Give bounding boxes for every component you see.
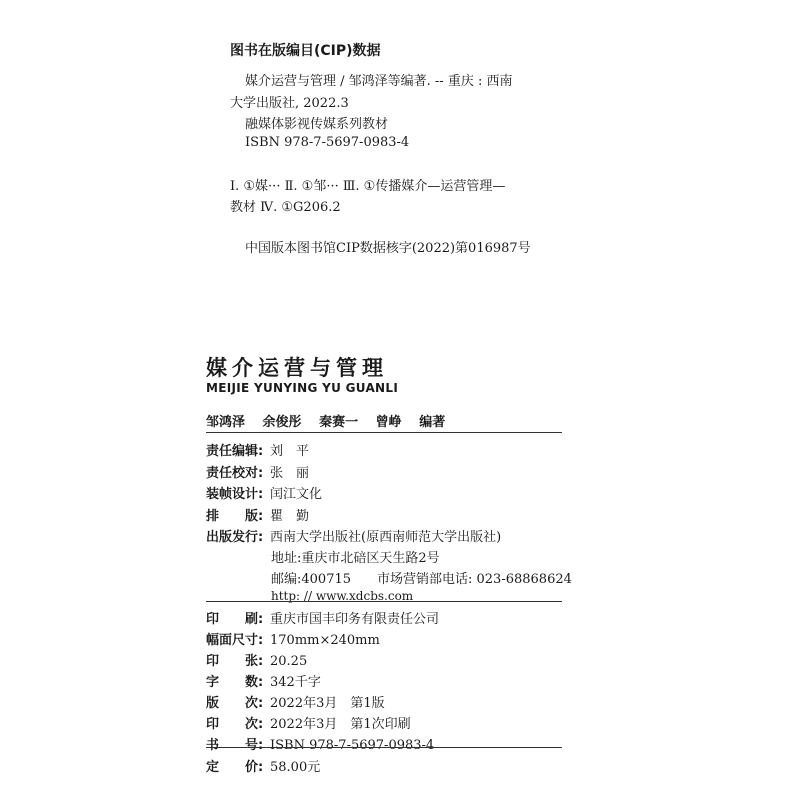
colophon-row-proofreader <box>206 462 309 481</box>
author-line <box>206 411 458 430</box>
row-value: 342千字 <box>270 675 321 690</box>
row-value: 重庆市国丰印务有限责任公司 <box>270 612 440 627</box>
row-value: ISBN 978-7-5697-0983-4 <box>270 738 435 753</box>
colophon-row-isbn <box>206 734 434 753</box>
cip-title-line: 媒介运营与管理 / 邹鸿泽等编著. -- 重庆 : 西南 <box>245 74 513 89</box>
row-label: 印 张: <box>206 654 264 669</box>
publisher-address: 地址:重庆市北碚区天生路2号 <box>271 551 440 566</box>
cip-record-number: 中国版本图书馆CIP数据核字(2022)第016987号 <box>245 241 531 256</box>
row-label: 排 版: <box>206 509 264 524</box>
author-name: 余俊彤 <box>262 415 302 430</box>
author-name: 邹鸿泽 <box>206 415 246 430</box>
author-name: 曾峥 <box>375 415 402 430</box>
row-label: 责任编辑: <box>206 444 264 459</box>
colophon-row-typeset <box>206 505 309 524</box>
divider-bottom <box>206 747 562 748</box>
row-value: 西南大学出版社(原西南师范大学出版社) <box>270 530 502 545</box>
cip-series-line: 融媒体影视传媒系列教材 <box>245 117 389 132</box>
row-label: 印 刷: <box>206 612 264 627</box>
colophon-row-edition <box>206 692 385 711</box>
divider-top <box>206 432 562 433</box>
row-label: 印 次: <box>206 717 264 732</box>
cip-classification-line: Ⅰ. ①媒··· Ⅱ. ①邹··· Ⅲ. ①传播媒介—运营管理— <box>230 179 506 194</box>
row-value: 闰江文化 <box>270 487 323 502</box>
colophon-row-words <box>206 671 321 690</box>
publisher-website: http: // www.xdcbs.com <box>271 589 414 603</box>
cip-isbn-line: ISBN 978-7-5697-0983-4 <box>245 135 410 150</box>
row-label: 装帧设计: <box>206 487 264 502</box>
divider-middle <box>206 601 562 602</box>
row-label: 版 次: <box>206 696 264 711</box>
colophon-row-price <box>206 756 320 775</box>
row-label: 责任校对: <box>206 466 264 481</box>
row-label: 书 号: <box>206 738 264 753</box>
row-label: 出版发行: <box>206 530 264 545</box>
colophon-row-size <box>206 629 380 648</box>
book-title: 媒介运营与管理 <box>206 356 388 380</box>
row-value: 刘 平 <box>270 444 310 459</box>
cip-classification-line-2: 教材 Ⅳ. ①G206.2 <box>230 200 341 215</box>
row-value: 58.00元 <box>270 760 321 775</box>
row-label: 字 数: <box>206 675 264 690</box>
row-value: 瞿 勤 <box>270 509 310 524</box>
book-title-pinyin: MEIJIE YUNYING YU GUANLI <box>206 381 399 395</box>
cip-publisher-line: 大学出版社, 2022.3 <box>230 96 349 111</box>
colophon-row-design <box>206 483 322 502</box>
row-value: 张 丽 <box>270 466 310 481</box>
publisher-postcode-phone: 邮编:400715 市场营销部电话: 023-68868624 <box>271 572 572 587</box>
colophon-row-sheets <box>206 650 307 669</box>
row-value: 2022年3月 第1版 <box>270 696 385 711</box>
colophon-row-printing <box>206 713 411 732</box>
row-value: 20.25 <box>270 654 308 669</box>
cip-heading: 图书在版编目(CIP)数据 <box>230 43 381 59</box>
colophon-row-printer <box>206 608 439 627</box>
row-value: 170mm×240mm <box>270 633 380 648</box>
row-label: 定 价: <box>206 760 264 775</box>
author-name: 秦赛一 <box>319 415 359 430</box>
author-role: 编著 <box>419 415 446 430</box>
row-label: 幅面尺寸: <box>206 633 264 648</box>
colophon-row-publisher <box>206 526 501 545</box>
colophon-row-editor <box>206 440 309 459</box>
row-value: 2022年3月 第1次印刷 <box>270 717 411 732</box>
